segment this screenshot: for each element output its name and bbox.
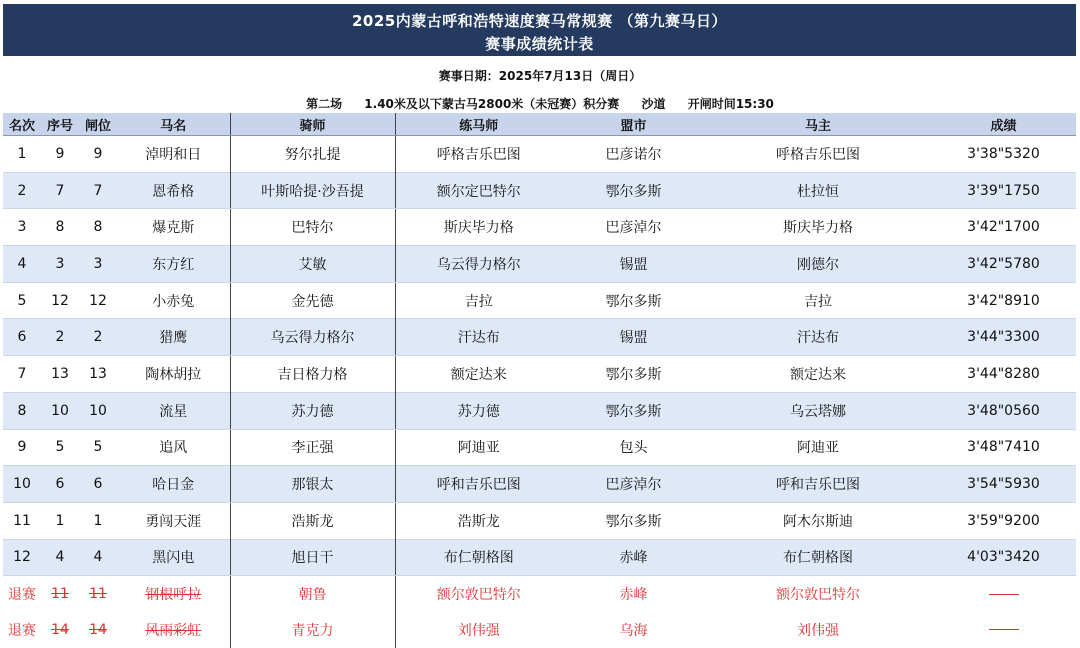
- cell-trainer: 汗达布: [395, 319, 562, 356]
- cell-time: 3'39"1750: [931, 172, 1076, 209]
- cell-league: 赤峰: [562, 539, 705, 576]
- cell-number: 13: [51, 365, 69, 382]
- cell-league: 锡盟: [562, 246, 705, 283]
- cell-owner: 吉拉: [804, 293, 832, 310]
- cell-gate: 1: [93, 512, 103, 529]
- cell-time: 3'48"7410: [967, 439, 1040, 456]
- cell-horse: 恩希格: [117, 172, 230, 209]
- col-header-time: 成绩: [931, 113, 1076, 136]
- table-row: [3, 172, 1076, 209]
- cell-gate: 8: [93, 219, 103, 236]
- cell-time: 4'03"3420: [931, 539, 1076, 576]
- table-row: [3, 209, 1076, 246]
- cell-number: 3: [41, 246, 79, 283]
- cell-league: 巴彦淖尔: [605, 220, 662, 237]
- cell-number: 1: [55, 512, 65, 529]
- cell-jockey: 吉日格力格: [230, 356, 395, 393]
- cell-time: 3'44"8280: [967, 365, 1040, 382]
- cell-league: 鄂尔多斯: [605, 513, 662, 530]
- cell-number: 9: [55, 145, 65, 162]
- track-type: 沙道: [641, 97, 666, 111]
- cell-time: 3'59"9200: [967, 512, 1040, 529]
- cell-rank: 9: [17, 439, 27, 456]
- cell-time: 3'42"1700: [967, 219, 1040, 236]
- cell-trainer: 额尔敦巴特尔: [395, 576, 562, 612]
- cell-trainer: 乌云得力格尔: [395, 246, 562, 283]
- cell-rank: 12: [3, 539, 41, 576]
- cell-time: 3'44"3300: [931, 319, 1076, 356]
- cell-league: 鄂尔多斯: [605, 293, 662, 310]
- cell-horse: 爆克斯: [152, 220, 195, 237]
- cell-jockey: 朝鲁: [230, 576, 395, 612]
- cell-horse: 陶林胡拉: [145, 366, 202, 383]
- cell-trainer: 额尔定巴特尔: [395, 172, 562, 209]
- cell-time: [931, 612, 1076, 648]
- no-result-dash: [989, 629, 1019, 630]
- cell-trainer: 浩斯龙: [395, 502, 562, 539]
- cell-number: 10: [41, 392, 79, 429]
- cell-trainer: 吉拉: [395, 282, 562, 319]
- cell-owner: 布仁朝格图: [705, 539, 931, 576]
- cell-jockey: 苏力德: [230, 392, 395, 429]
- cell-trainer: 呼和吉乐巴图: [395, 466, 562, 503]
- cell-owner: 汗达布: [705, 319, 931, 356]
- table-row: [3, 246, 1076, 283]
- cell-gate: 10: [79, 392, 117, 429]
- cell-rank: 退赛: [8, 622, 36, 639]
- cell-time: 3'48"0560: [931, 392, 1076, 429]
- cell-horse: 猎鹰: [117, 319, 230, 356]
- cell-owner: 斯庆毕力格: [783, 220, 853, 237]
- cell-horse: 东方红: [117, 246, 230, 283]
- cell-league: 赤峰: [619, 587, 648, 604]
- cell-trainer: 呼格吉乐巴图: [395, 136, 562, 173]
- cell-gate: 13: [89, 365, 107, 382]
- cell-number: 8: [55, 219, 65, 236]
- cell-trainer: 苏力德: [395, 392, 562, 429]
- cell-league: 鄂尔多斯: [562, 392, 705, 429]
- cell-number: 11: [51, 586, 69, 603]
- cell-number: 12: [51, 292, 69, 309]
- table-header-row: [3, 113, 1076, 136]
- cell-league: 巴彦诺尔: [605, 146, 662, 163]
- cell-league: 锡盟: [562, 319, 705, 356]
- cell-rank: 1: [17, 145, 27, 162]
- table-row-scratched: [3, 612, 1076, 648]
- cell-trainer: 额定达来: [395, 356, 562, 393]
- table-row-scratched: [3, 576, 1076, 612]
- cell-league: 包头: [619, 440, 648, 457]
- race-info: [0, 95, 1080, 112]
- cell-owner: 阿迪亚: [797, 440, 839, 457]
- table-row: [3, 319, 1076, 356]
- cell-horse: 哈日金: [117, 466, 230, 503]
- cell-owner: 呼和吉乐巴图: [705, 466, 931, 503]
- cell-gate: 6: [79, 466, 117, 503]
- cell-league: 鄂尔多斯: [605, 366, 662, 383]
- cell-time: [931, 576, 1076, 612]
- cell-jockey: 旭日干: [230, 539, 395, 576]
- cell-rank: 3: [17, 219, 27, 236]
- cell-jockey: 李正强: [230, 429, 395, 466]
- cell-jockey: 叶斯哈提·沙吾提: [230, 172, 395, 209]
- cell-owner: 呼格吉乐巴图: [776, 146, 860, 163]
- table-row: [3, 282, 1076, 319]
- cell-owner: 刚德尔: [705, 246, 931, 283]
- cell-owner: 阿木尔斯迪: [783, 513, 853, 530]
- cell-rank: 5: [17, 292, 27, 309]
- cell-horse: 钢根呼拉: [145, 587, 202, 604]
- cell-league: 巴彦淖尔: [562, 466, 705, 503]
- cell-gate: 5: [93, 439, 103, 456]
- cell-rank: 10: [3, 466, 41, 503]
- table-row: [3, 136, 1076, 173]
- cell-rank: 11: [13, 512, 31, 529]
- cell-number: 14: [51, 621, 69, 638]
- cell-gate: 4: [79, 539, 117, 576]
- race-number: 第二场: [306, 97, 343, 111]
- cell-time: 3'54"5930: [931, 466, 1076, 503]
- cell-rank: 7: [17, 365, 27, 382]
- cell-jockey: 青克力: [230, 612, 395, 648]
- cell-time: 3'42"5780: [931, 246, 1076, 283]
- table-row: [3, 356, 1076, 393]
- cell-trainer: 斯庆毕力格: [395, 209, 562, 246]
- cell-rank: 4: [3, 246, 41, 283]
- col-header-trainer: 练马师: [395, 113, 562, 136]
- cell-number: 5: [55, 439, 65, 456]
- title-banner: [3, 4, 1076, 56]
- cell-owner: 乌云塔娜: [705, 392, 931, 429]
- cell-owner: 额尔敦巴特尔: [776, 587, 860, 604]
- page-title: 2025内蒙古呼和浩特速度赛马常规赛 （第九赛马日）: [352, 12, 727, 30]
- cell-owner: 杜拉恒: [705, 172, 931, 209]
- cell-gate: 9: [93, 145, 103, 162]
- cell-rank: 退赛: [8, 587, 36, 604]
- cell-trainer: 阿迪亚: [395, 429, 562, 466]
- cell-horse: 小赤兔: [152, 293, 195, 310]
- cell-gate: 7: [79, 172, 117, 209]
- cell-league: 乌海: [619, 622, 648, 639]
- cell-horse: 流星: [117, 392, 230, 429]
- table-row: [3, 502, 1076, 539]
- col-header-gate: 闸位: [79, 113, 117, 136]
- cell-rank: 8: [3, 392, 41, 429]
- col-header-horse: 马名: [117, 113, 230, 136]
- cell-number: 2: [41, 319, 79, 356]
- cell-gate: 11: [89, 586, 107, 603]
- cell-gate: 12: [89, 292, 107, 309]
- cell-horse: 黑闪电: [117, 539, 230, 576]
- table-row: [3, 539, 1076, 576]
- cell-gate: 3: [79, 246, 117, 283]
- cell-trainer: 刘伟强: [395, 612, 562, 648]
- cell-rank: 6: [3, 319, 41, 356]
- cell-trainer: 布仁朝格图: [395, 539, 562, 576]
- col-header-owner: 马主: [705, 113, 931, 136]
- table-row: [3, 466, 1076, 503]
- col-header-league: 盟市: [562, 113, 705, 136]
- cell-time: 3'38"5320: [967, 145, 1040, 162]
- cell-jockey: 艾敏: [230, 246, 395, 283]
- cell-rank: 2: [3, 172, 41, 209]
- cell-number: 7: [41, 172, 79, 209]
- table-row: [3, 429, 1076, 466]
- cell-horse: 风雨彩虹: [145, 622, 202, 639]
- col-header-rank: 名次: [3, 113, 41, 136]
- race-date: 赛事日期：2025年7月13日（周日）: [438, 69, 642, 83]
- cell-gate: 2: [79, 319, 117, 356]
- col-header-number: 序号: [41, 113, 79, 136]
- col-header-jockey: 骑师: [230, 113, 395, 136]
- cell-owner: 刘伟强: [797, 622, 839, 639]
- cell-horse: 追风: [159, 440, 188, 457]
- no-result-dash: [989, 594, 1019, 595]
- cell-number: 6: [41, 466, 79, 503]
- race-description: 1.40米及以下蒙古马2800米（未冠赛）积分赛: [364, 97, 620, 111]
- page-subtitle: 赛事成绩统计表: [485, 35, 594, 53]
- cell-jockey: 那银太: [230, 466, 395, 503]
- cell-horse: 淖明和日: [145, 146, 202, 163]
- table-row: [3, 392, 1076, 429]
- cell-jockey: 努尔扎提: [230, 136, 395, 173]
- cell-gate: 14: [89, 621, 107, 638]
- start-time: 开闸时间15:30: [687, 97, 774, 111]
- cell-jockey: 浩斯龙: [230, 502, 395, 539]
- cell-jockey: 金先德: [230, 282, 395, 319]
- cell-horse: 勇闯天涯: [145, 513, 202, 530]
- cell-time: 3'42"8910: [967, 292, 1040, 309]
- cell-league: 鄂尔多斯: [562, 172, 705, 209]
- cell-number: 4: [41, 539, 79, 576]
- cell-jockey: 乌云得力格尔: [230, 319, 395, 356]
- results-table: [3, 113, 1076, 648]
- cell-owner: 额定达来: [790, 366, 846, 383]
- cell-jockey: 巴特尔: [230, 209, 395, 246]
